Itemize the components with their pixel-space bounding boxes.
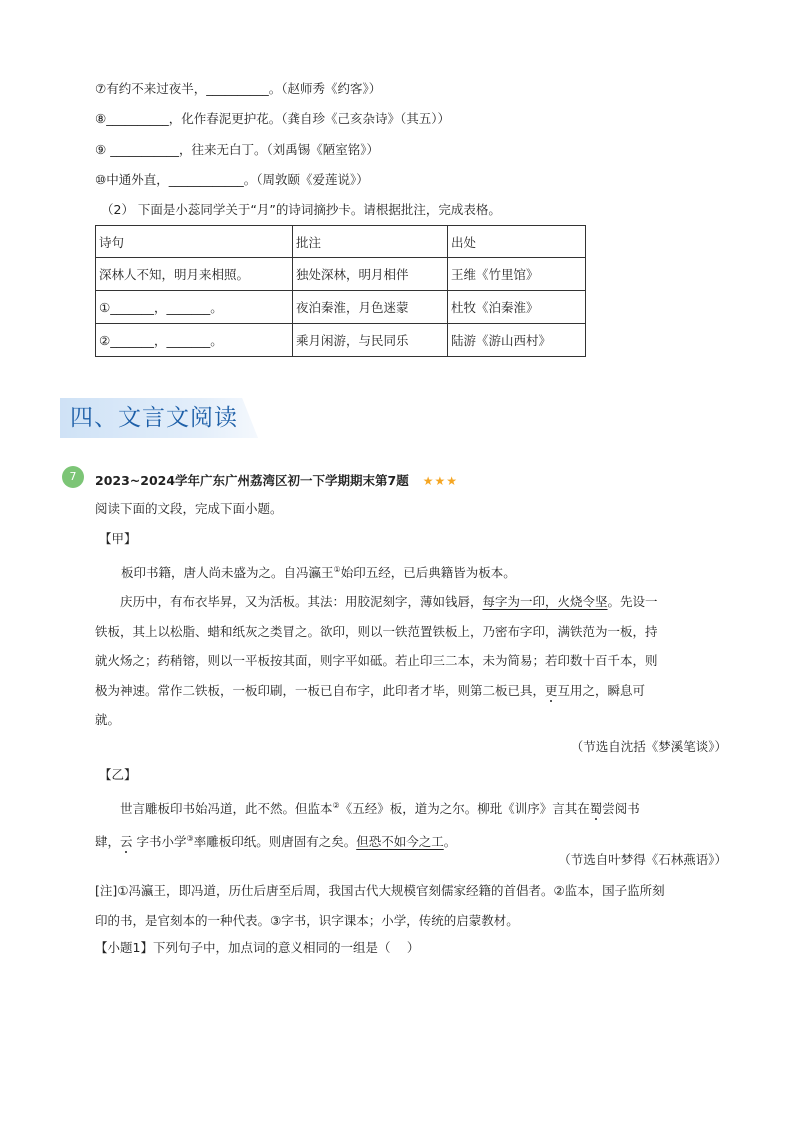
annotations: [注]①冯瀛王，即冯道，历仕后唐至后周，我国古代大规模官刻儒家经籍的首倡者。②监本，国子监所刻 印的书，是官刻本的一种代表。③字书，识字课本；小学，传统的启蒙教材。	[95, 883, 665, 928]
table-cell-answer[interactable]: ②_______，_______。	[96, 324, 293, 357]
fill-line-7: ⑦有约不来过夜半，__________。（赵师秀《约客》）	[95, 81, 382, 96]
passage-jia-label: 【甲】	[99, 531, 137, 546]
underlined-sentence: 但恐不如今之工	[356, 833, 444, 849]
passage-yi-p1: 世言雕板印书始冯道，此不然。但监本②《五经》板，道为之尔。柳玭《训序》言其在蜀尝阅书 肆，云 字书小学③率雕板印纸。则唐固有之矣。但恐不如今之工。	[95, 801, 640, 849]
table-header-cell: 批注	[293, 226, 448, 258]
table-row	[96, 324, 586, 357]
difficulty-stars-icon: ★★★	[422, 474, 459, 488]
table-header-cell: 出处	[448, 226, 586, 258]
answer-blank[interactable]: __________	[206, 81, 269, 96]
answer-blank[interactable]: __________	[106, 111, 169, 126]
table-cell: 陆游《游山西村》	[448, 324, 586, 357]
table-row	[96, 258, 586, 291]
table-cell: 独处深林，明月相伴	[293, 258, 448, 291]
dotted-word: 蜀	[589, 801, 603, 817]
passage-jia-p1: 板印书籍，唐人尚未盛为之。自冯瀛王①始印五经，已后典籍皆为板本。	[121, 565, 516, 581]
question-instruction: 阅读下面的文段，完成下面小题。	[95, 501, 283, 516]
section-title: 四、文言文阅读	[70, 405, 238, 431]
answer-blank[interactable]: ___________	[110, 142, 179, 157]
subquestion-1: 【小题1】下列句子中，加点词的意义相同的一组是（ ）	[95, 940, 420, 955]
fill-line-9: ⑨ ___________，往来无白丁。（刘禹锡《陋室铭》）	[95, 142, 379, 157]
passage-yi-label: 【乙】	[99, 767, 137, 782]
part2-intro: （2） 下面是小蕊同学关于“月”的诗词摘抄卡。请根据批注，完成表格。	[101, 202, 501, 217]
table-cell: 夜泊秦淮，月色迷蒙	[293, 291, 448, 324]
table-header-cell: 诗句	[96, 226, 293, 258]
poem-card-table	[95, 225, 586, 357]
passage-yi-source: （节选自叶梦得《石林燕语》）	[558, 852, 727, 867]
passage-jia-p2: 庆历中，有布衣毕昇，又为活板。其法：用胶泥刻字，薄如钱唇，每字为一印，火烧令坚。先设一 铁板，其上以松脂、蜡和纸灰之类冒之。欲印，则以一铁范置铁板上，乃密布字印，满铁范为一板，持 就火炀之；药稍镕，则以一平板按其面，则字平如砥。若止印三二本，未为简易；若印数十百千本，则 极为神速。常作二铁板，一板印刷，一板已自布字，此印者才毕，则第二板已具，更互用之，瞬息可 就。	[95, 594, 658, 727]
table-cell: 王维《竹里馆》	[448, 258, 586, 291]
table-cell: 乘月闲游，与民同乐	[293, 324, 448, 357]
table-cell: 深林人不知，明月来相照。	[96, 258, 293, 291]
dotted-word: 云	[120, 833, 133, 849]
underlined-sentence: 每字为一印，火烧令坚	[482, 594, 608, 609]
fill-line-8: ⑧__________，化作春泥更护花。（龚自珍《己亥杂诗》（其五））	[95, 111, 450, 126]
table-cell: 杜牧《泊秦淮》	[448, 291, 586, 324]
answer-blank[interactable]: ____________	[168, 172, 244, 187]
table-row	[96, 291, 586, 324]
passage-jia-source: （节选自沈括《梦溪笔谈》）	[570, 739, 727, 754]
question-source: 2023~2024学年广东广州荔湾区初一下学期期末第7题 ★★★	[95, 473, 459, 488]
fill-line-10: ⑩中通外直，____________。（周敦颐《爱莲说》）	[95, 172, 369, 187]
table-cell-answer[interactable]: ①_______，_______。	[96, 291, 293, 324]
dotted-word: 更	[545, 682, 558, 698]
table-header-row	[96, 226, 586, 258]
question-number-badge: 7	[62, 466, 84, 488]
